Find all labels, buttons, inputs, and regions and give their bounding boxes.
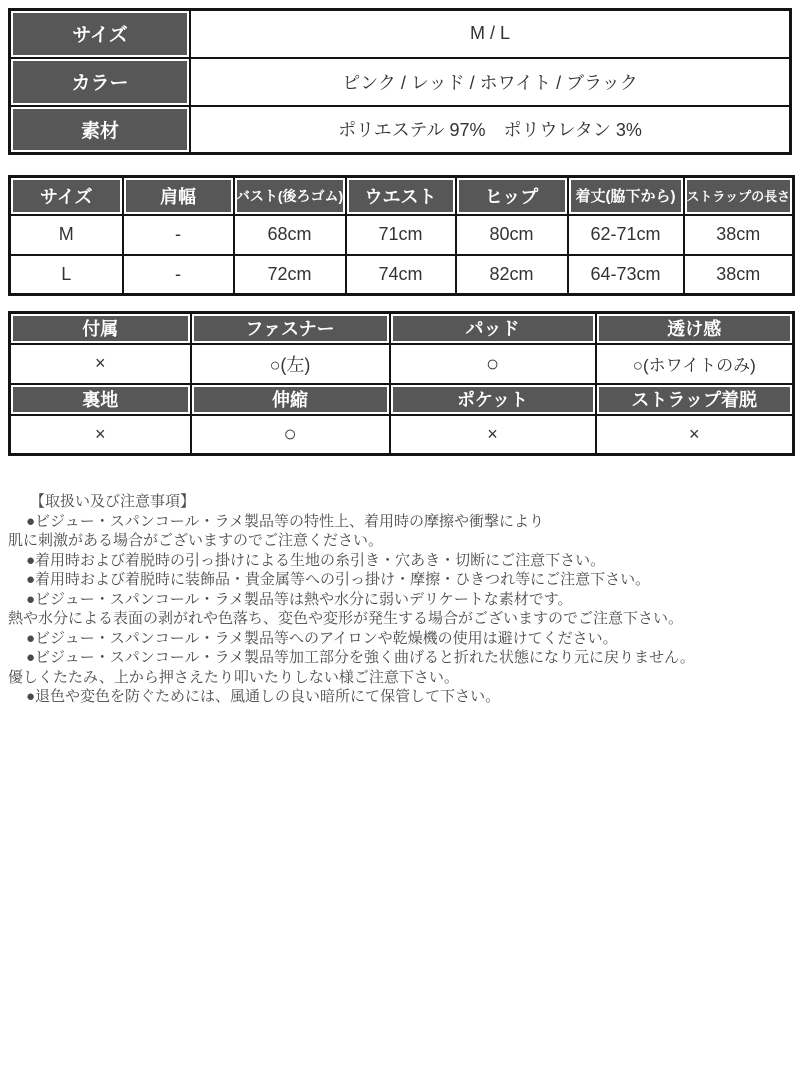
- header-hip: ヒップ: [456, 177, 568, 215]
- size-row-l: [10, 255, 794, 295]
- care-note-line: 熱や水分による表面の剥がれや色落ち、変色や変形が発生する場合がございますのでご注意下さい。: [8, 610, 684, 627]
- features-value-row-1: [10, 344, 794, 384]
- m-waist: 71cm: [346, 215, 456, 255]
- care-note-line: ●退色や変色を防ぐためには、風通しの良い暗所にて保管して下さい。: [26, 688, 501, 705]
- summary-row-material: [10, 106, 791, 154]
- m-bust: 68cm: [234, 215, 346, 255]
- l-shoulder: -: [123, 255, 234, 295]
- l-size: L: [10, 255, 123, 295]
- features-table: [8, 311, 795, 456]
- header-fastener: ファスナー: [191, 313, 390, 344]
- header-shoulder: 肩幅: [123, 177, 234, 215]
- summary-label-material: 素材: [10, 106, 191, 154]
- header-pad: パッド: [390, 313, 596, 344]
- summary-value-material: ポリエステル 97% ポリウレタン 3%: [190, 106, 791, 154]
- value-sheerness: ○(ホワイトのみ): [596, 344, 794, 384]
- value-fastener: ○(左): [191, 344, 390, 384]
- header-stretch: 伸縮: [191, 384, 390, 415]
- summary-row-size: [10, 10, 791, 58]
- value-pad: ○: [390, 344, 596, 384]
- l-hip: 82cm: [456, 255, 568, 295]
- summary-value-color: ピンク / レッド / ホワイト / ブラック: [190, 58, 791, 106]
- summary-row-color: [10, 58, 791, 106]
- header-waist: ウエスト: [346, 177, 456, 215]
- summary-label-color: カラー: [10, 58, 191, 106]
- header-strap-detach: ストラップ着脱: [596, 384, 794, 415]
- header-accessories: 付属: [10, 313, 191, 344]
- product-summary-table: [8, 8, 792, 155]
- summary-label-size: サイズ: [10, 10, 191, 58]
- size-chart-header-row: [10, 177, 794, 215]
- l-strap: 38cm: [684, 255, 794, 295]
- value-stretch: ○: [191, 415, 390, 455]
- header-lining: 裏地: [10, 384, 191, 415]
- care-note-line: ●ビジュー・スパンコール・ラメ製品等加工部分を強く曲げると折れた状態になり元に戻りません。: [26, 649, 695, 666]
- header-size: サイズ: [10, 177, 123, 215]
- m-length: 62-71cm: [568, 215, 684, 255]
- m-hip: 80cm: [456, 215, 568, 255]
- care-note-line: ●ビジュー・スパンコール・ラメ製品等へのアイロンや乾燥機の使用は避けてください。: [26, 629, 618, 647]
- header-sheerness: 透け感: [596, 313, 794, 344]
- features-header-row-1: [10, 313, 794, 344]
- features-header-row-2: [10, 384, 794, 415]
- header-strap: ストラップの長さ: [684, 177, 794, 215]
- summary-value-size: M / L: [190, 10, 791, 58]
- care-note-line: ●ビジュー・スパンコール・ラメ製品等の特性上、着用時の摩擦や衝撃により: [26, 512, 545, 530]
- m-shoulder: -: [123, 215, 234, 255]
- care-note-line: ●ビジュー・スパンコール・ラメ製品等は熱や水分に弱いデリケートな素材です。: [26, 590, 573, 608]
- header-pocket: ポケット: [390, 384, 596, 415]
- m-size: M: [10, 215, 123, 255]
- care-notes: [8, 492, 792, 707]
- header-bust: バスト(後ろゴム): [234, 177, 346, 215]
- l-waist: 74cm: [346, 255, 456, 295]
- value-pocket: ×: [390, 415, 596, 455]
- care-note-line: 肌に刺激がある場合がございますのでご注意ください。: [8, 532, 384, 549]
- m-strap: 38cm: [684, 215, 794, 255]
- l-length: 64-73cm: [568, 255, 684, 295]
- value-accessories: ×: [10, 344, 191, 384]
- value-strap-detach: ×: [596, 415, 794, 455]
- header-length: 着丈(脇下から): [568, 177, 684, 215]
- features-value-row-2: [10, 415, 794, 455]
- size-row-m: [10, 215, 794, 255]
- care-note-line: 優しくたたみ、上から押さえたり叩いたりしない様ご注意下さい。: [8, 668, 459, 686]
- care-note-line: ●着用時および着脱時の引っ掛けによる生地の糸引き・穴あき・切断にご注意下さい。: [26, 551, 606, 569]
- size-chart-table: [8, 175, 795, 296]
- l-bust: 72cm: [234, 255, 346, 295]
- care-notes-title: 【取扱い及び注意事項】: [30, 493, 196, 510]
- care-note-line: ●着用時および着脱時に装飾品・貴金属等への引っ掛け・摩擦・ひきつれ等にご注意下さい。: [26, 571, 651, 588]
- value-lining: ×: [10, 415, 191, 455]
